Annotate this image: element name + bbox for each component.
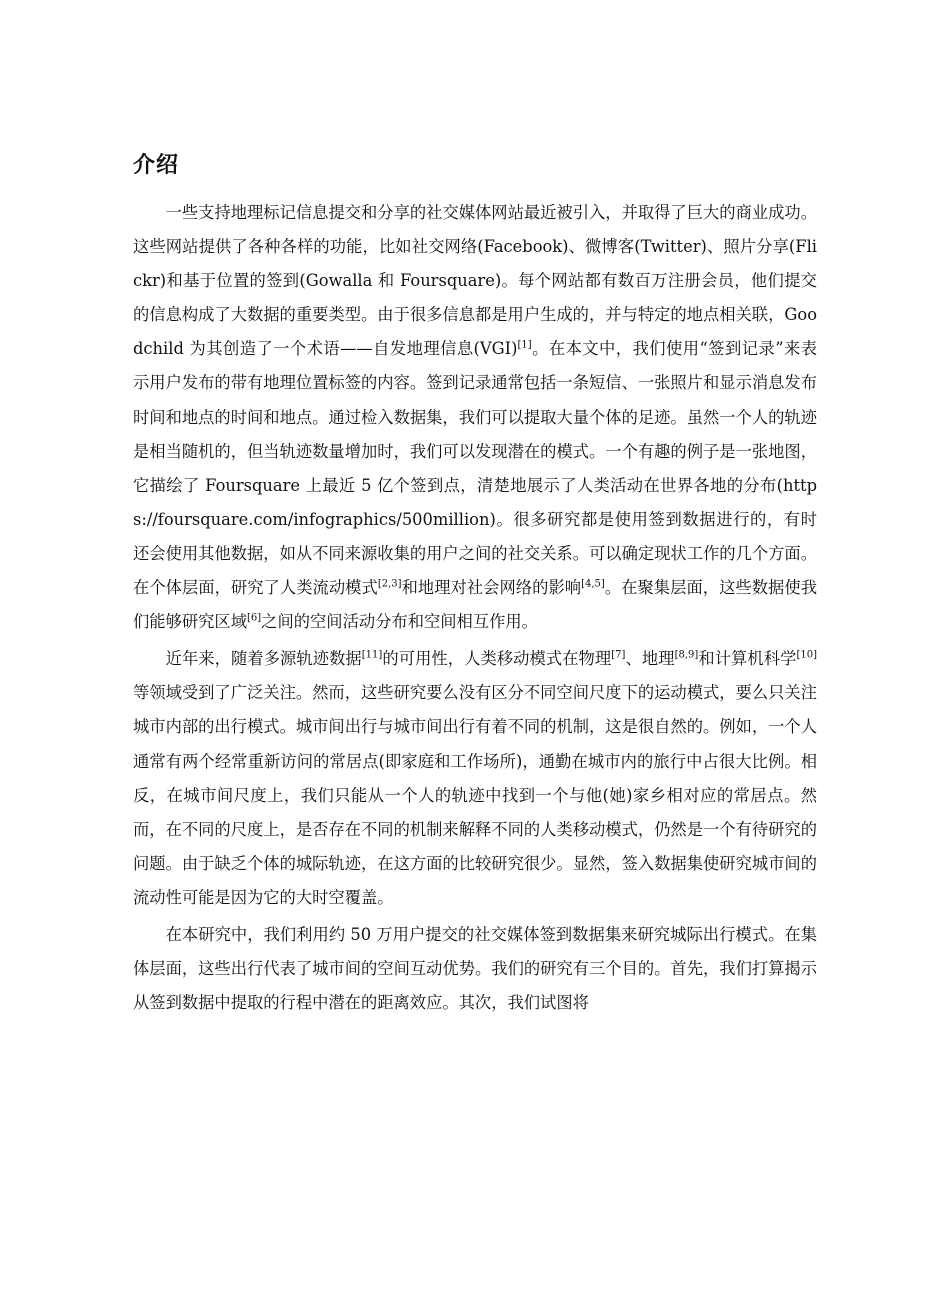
paragraph-text: 。在聚集层面，这些数据使我们能够研究区域 bbox=[133, 578, 817, 632]
body-paragraph bbox=[133, 196, 817, 639]
paragraph-text: 和地理对社会网络的影响 bbox=[401, 578, 582, 598]
paragraph-text: 一些支持地理标记信息提交和分享的社交媒体网站最近被引入，并取得了巨大的商业成功。这些网站提供了各种各样的功能，比如社交网络(Facebook)、微博客(Twitter)、照片分享(Flickr)和基于位置的签到(Gowalla 和 Foursquare)。每个网站都有数百万注册会员，他们提交的信息构成了大数据的重要类型。由于很多信息都是用户生成的，并与特定的地点相关联，Goodchild 为其创造了一个术语——自发地理信息(VGI) bbox=[133, 203, 817, 359]
paragraph-text: 在本研究中，我们利用约 50 万用户提交的社交媒体签到数据集来研究城际出行模式。在集体层面，这些出行代表了城市间的空间互动优势。我们的研究有三个目的。首先，我们打算揭示从签到数据中提取的行程中潜在的距离效应。其次，我们试图将 bbox=[133, 924, 817, 1013]
paragraph-text: 近年来，随着多源轨迹数据 bbox=[165, 649, 362, 669]
body-paragraph bbox=[133, 642, 817, 915]
citation-superscript: [10] bbox=[796, 649, 817, 661]
citation-superscript: [7] bbox=[611, 649, 626, 661]
paragraph-text: 、地理 bbox=[625, 649, 675, 669]
section-title: 介绍 bbox=[133, 153, 180, 178]
paragraph-text: 之间的空间活动分布和空间相互作用。 bbox=[261, 612, 538, 632]
paragraph-text: 等领域受到了广泛关注。然而，这些研究要么没有区分不同空间尺度下的运动模式，要么只关注城市内部的出行模式。城市间出行与城市间出行有着不同的机制，这是很自然的。例如，一个人通常有两个经常重新访问的常居点(即家庭和工作场所)，通勤在城市内的旅行中占很大比例。相反，在城市间尺度上，我们只能从一个人的轨迹中找到一个与他(她)家乡相对应的常居点。然而，在不同的尺度上，是否存在不同的机制来解释不同的人类移动模式，仍然是一个有待研究的问题。由于缺乏个体的城际轨迹，在这方面的比较研究很少。显然，签入数据集使研究城市间的流动性可能是因为它的大时空覆盖。 bbox=[133, 683, 817, 907]
citation-superscript: [2,3] bbox=[377, 578, 402, 590]
citation-superscript: [4,5] bbox=[581, 578, 605, 590]
body-paragraph bbox=[133, 918, 817, 1020]
paragraph-text: 。在本文中，我们使用“签到记录”来表示用户发布的带有地理位置标签的内容。签到记录通常包括一条短信、一张照片和显示消息发布时间和地点的时间和地点。通过检入数据集，我们可以提取大量个体的足迹。虽然一个人的轨迹是相当随机的，但当轨迹数量增加时，我们可以发现潜在的模式。一个有趣的例子是一张地图，它描绘了 Foursquare 上最近 5 亿个签到点，清楚地展示了人类活动在世界各地的分布(https://foursquare.com/infographics/500million)。很多研究都是使用签到数据进行的，有时还会使用其他数据，如从不同来源收集的用户之间的社交关系。可以确定现状工作的几个方面。在个体层面，研究了人类流动模式 bbox=[133, 339, 817, 598]
citation-superscript: [6] bbox=[246, 612, 262, 624]
paragraph-text: 和计算机科学 bbox=[698, 649, 797, 669]
paragraph-text: 的可用性，人类移动模式在物理 bbox=[382, 649, 612, 669]
citation-superscript: [11] bbox=[361, 649, 383, 661]
citation-superscript: [8,9] bbox=[674, 649, 699, 661]
document-body bbox=[133, 196, 817, 1020]
document-page bbox=[133, 148, 817, 1023]
citation-superscript: [1] bbox=[517, 339, 532, 351]
